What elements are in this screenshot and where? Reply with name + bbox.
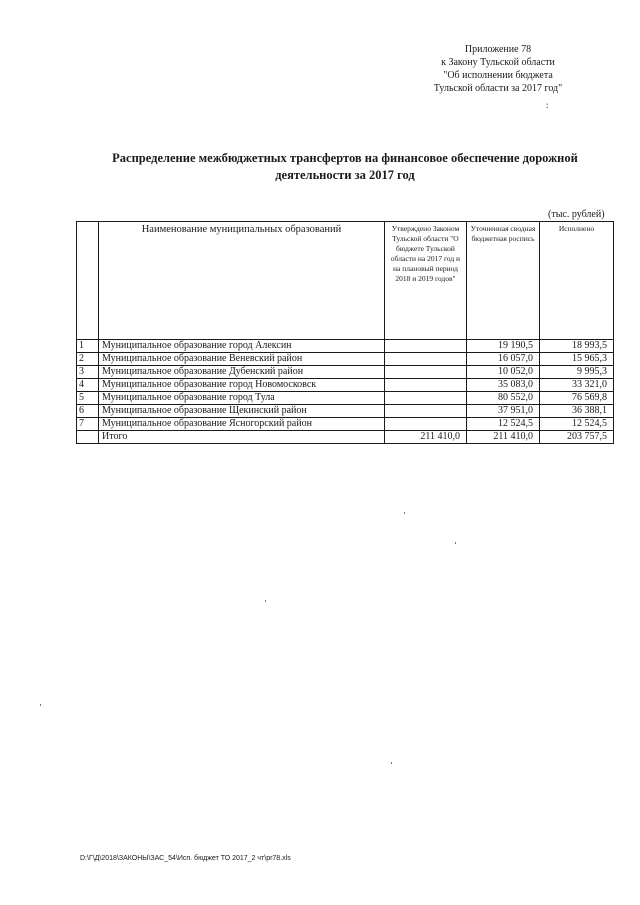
- title-line: деятельности за 2017 год: [275, 168, 415, 182]
- row-approved: [385, 405, 467, 418]
- row-index: 6: [77, 405, 99, 418]
- scan-speck: [455, 542, 456, 544]
- header-refined: Уточненная сводная бюджетная роспись: [467, 222, 540, 340]
- table-row: [77, 353, 614, 366]
- row-executed: 12 524,5: [540, 418, 614, 431]
- appendix-mark: :: [546, 100, 549, 110]
- header-approved: Утверждено Законом Тульской области "О бюджете Тульской области на 2017 год и на плановый период 2018 и 2019 годов": [385, 222, 467, 340]
- row-index: 7: [77, 418, 99, 431]
- row-index: 3: [77, 366, 99, 379]
- table-row: [77, 405, 614, 418]
- table-row: [77, 340, 614, 353]
- table-total-row: [77, 431, 614, 444]
- total-name: Итого: [99, 431, 385, 444]
- scan-speck: [391, 762, 392, 764]
- row-approved: [385, 353, 467, 366]
- appendix-note: [418, 43, 578, 110]
- row-index: 2: [77, 353, 99, 366]
- row-executed: 18 993,5: [540, 340, 614, 353]
- scan-speck: [404, 512, 405, 514]
- row-refined: 10 052,0: [467, 366, 540, 379]
- row-name: Муниципальное образование Дубенский район: [99, 366, 385, 379]
- scan-speck: [265, 600, 266, 602]
- units-label: (тыс. рублей): [548, 209, 605, 220]
- row-approved: [385, 340, 467, 353]
- row-refined: 37 951,0: [467, 405, 540, 418]
- row-name: Муниципальное образование город Тула: [99, 392, 385, 405]
- row-index: 4: [77, 379, 99, 392]
- row-approved: [385, 418, 467, 431]
- row-executed: 15 965,3: [540, 353, 614, 366]
- row-refined: 35 083,0: [467, 379, 540, 392]
- table-row: [77, 379, 614, 392]
- row-approved: [385, 379, 467, 392]
- row-name: Муниципальное образование город Новомосковск: [99, 379, 385, 392]
- transfers-table: [76, 221, 614, 444]
- total-approved: 211 410,0: [385, 431, 467, 444]
- header-executed: Исполнено: [540, 222, 614, 340]
- row-name: Муниципальное образование Веневский район: [99, 353, 385, 366]
- row-executed: 76 569,8: [540, 392, 614, 405]
- appendix-line: к Закону Тульской области: [441, 57, 555, 68]
- table-row: [77, 366, 614, 379]
- scan-speck: [40, 704, 41, 706]
- row-refined: 12 524,5: [467, 418, 540, 431]
- row-refined: 80 552,0: [467, 392, 540, 405]
- file-path-footer: D:\Г\Д\2018\ЗАКОНЫ\ЗАС_54\Исп. бюджет ТО 2017_2 чт\pr78.xls: [80, 855, 291, 862]
- row-index: 1: [77, 340, 99, 353]
- total-index: [77, 431, 99, 444]
- appendix-line: "Об исполнении бюджета: [443, 70, 553, 81]
- row-index: 5: [77, 392, 99, 405]
- row-name: Муниципальное образование Ясногорский район: [99, 418, 385, 431]
- table-header-row: [77, 222, 614, 340]
- row-executed: 33 321,0: [540, 379, 614, 392]
- total-refined: 211 410,0: [467, 431, 540, 444]
- row-executed: 9 995,3: [540, 366, 614, 379]
- table-row: [77, 418, 614, 431]
- total-executed: 203 757,5: [540, 431, 614, 444]
- row-refined: 19 190,5: [467, 340, 540, 353]
- document-title: [95, 150, 595, 184]
- header-index: [77, 222, 99, 340]
- table-row: [77, 392, 614, 405]
- appendix-line: Приложение 78: [464, 44, 532, 55]
- row-refined: 16 057,0: [467, 353, 540, 366]
- title-line: Распределение межбюджетных трансфертов на финансовое обеспечение дорожной: [112, 151, 578, 165]
- row-approved: [385, 366, 467, 379]
- row-executed: 36 388,1: [540, 405, 614, 418]
- row-approved: [385, 392, 467, 405]
- row-name: Муниципальное образование город Алексин: [99, 340, 385, 353]
- appendix-line: Тульской области за 2017 год": [433, 83, 563, 94]
- row-name: Муниципальное образование Щекинский район: [99, 405, 385, 418]
- header-name: Наименование муниципальных образований: [99, 222, 385, 340]
